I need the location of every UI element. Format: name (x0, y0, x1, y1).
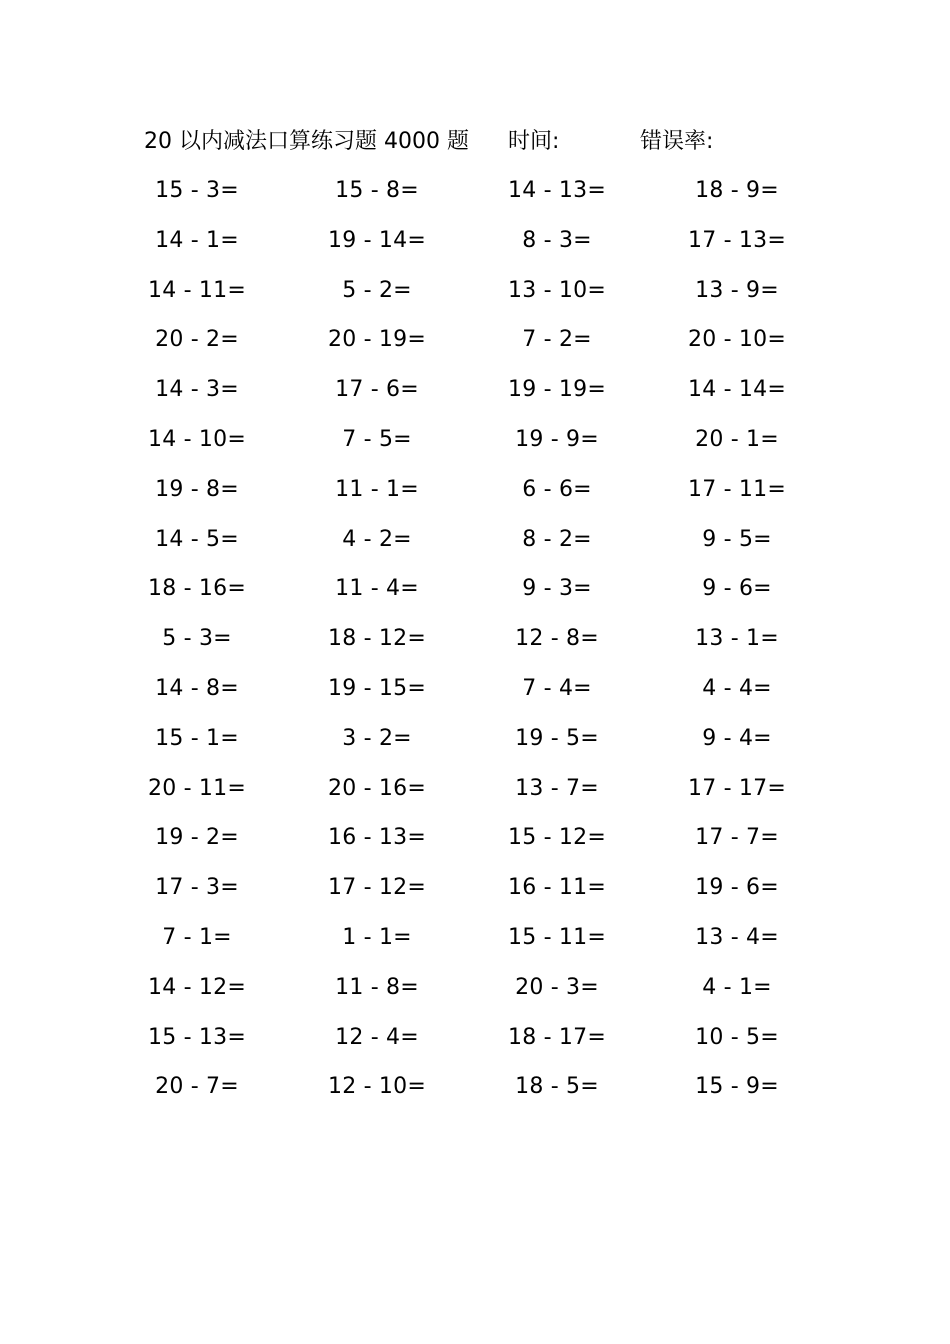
problem-item: 14 - 10= (148, 426, 246, 452)
problem-item: 16 - 13= (328, 825, 426, 851)
problem-item: 9 - 3= (522, 576, 592, 602)
problem-item: 10 - 5= (695, 1024, 779, 1050)
problem-item: 14 - 13= (508, 178, 606, 203)
problem-row (130, 917, 850, 967)
problem-item: 19 - 5= (515, 725, 599, 751)
problem-item: 14 - 8= (155, 675, 239, 701)
problem-row (130, 319, 850, 369)
problem-item: 11 - 1= (335, 476, 419, 502)
problem-item: 13 - 9= (695, 277, 779, 303)
problem-item: 20 - 7= (155, 1074, 239, 1100)
problem-item: 15 - 8= (335, 178, 419, 203)
error-rate-label: 错误率: (640, 129, 714, 154)
problem-item: 18 - 12= (328, 626, 426, 652)
problem-item: 20 - 3= (515, 974, 599, 1000)
problem-item: 15 - 11= (508, 924, 606, 950)
problem-item: 14 - 12= (148, 974, 246, 1000)
problem-item: 13 - 7= (515, 775, 599, 801)
problem-row (130, 519, 850, 569)
problem-row (130, 170, 850, 220)
worksheet-title: 20 以内减法口算练习题 4000 题 (144, 129, 469, 154)
problem-item: 19 - 8= (155, 476, 239, 502)
problem-item: 7 - 1= (162, 924, 232, 950)
problem-item: 17 - 6= (335, 377, 419, 403)
problem-item: 11 - 4= (335, 576, 419, 602)
problem-item: 14 - 1= (155, 227, 239, 253)
problem-item: 15 - 9= (695, 1074, 779, 1100)
problem-item: 12 - 8= (515, 626, 599, 652)
problem-grid (130, 170, 850, 1116)
problem-item: 15 - 1= (155, 725, 239, 751)
problem-item: 17 - 12= (328, 875, 426, 901)
problem-item: 13 - 1= (695, 626, 779, 652)
problem-item: 18 - 9= (695, 178, 779, 203)
problem-item: 5 - 3= (162, 626, 232, 652)
problem-item: 14 - 11= (148, 277, 246, 303)
problem-item: 15 - 3= (155, 178, 239, 203)
problem-item: 17 - 11= (688, 476, 786, 502)
problem-item: 4 - 2= (342, 526, 412, 552)
problem-item: 9 - 4= (702, 725, 772, 751)
problem-item: 19 - 19= (508, 377, 606, 403)
problem-item: 5 - 2= (342, 277, 412, 303)
problem-item: 9 - 6= (702, 576, 772, 602)
problem-item: 20 - 2= (155, 327, 239, 353)
problem-row (130, 618, 850, 668)
problem-item: 12 - 4= (335, 1024, 419, 1050)
problem-item: 6 - 6= (522, 476, 592, 502)
problem-item: 19 - 14= (328, 227, 426, 253)
problem-row (130, 768, 850, 818)
problem-item: 19 - 9= (515, 426, 599, 452)
problem-item: 8 - 3= (522, 227, 592, 253)
problem-row (130, 568, 850, 618)
problem-item: 15 - 13= (148, 1024, 246, 1050)
problem-item: 16 - 11= (508, 875, 606, 901)
problem-item: 19 - 6= (695, 875, 779, 901)
problem-row (130, 1017, 850, 1067)
problem-item: 14 - 5= (155, 526, 239, 552)
problem-row (130, 967, 850, 1017)
problem-item: 19 - 2= (155, 825, 239, 851)
time-label: 时间: (508, 129, 560, 154)
problem-row (130, 718, 850, 768)
problem-item: 1 - 1= (342, 924, 412, 950)
problem-row (130, 668, 850, 718)
problem-item: 20 - 11= (148, 775, 246, 801)
problem-item: 8 - 2= (522, 526, 592, 552)
problem-item: 3 - 2= (342, 725, 412, 751)
problem-item: 14 - 3= (155, 377, 239, 403)
problem-item: 7 - 4= (522, 675, 592, 701)
problem-row (130, 369, 850, 419)
problem-item: 18 - 16= (148, 576, 246, 602)
problem-item: 9 - 5= (702, 526, 772, 552)
problem-item: 17 - 17= (688, 775, 786, 801)
problem-item: 11 - 8= (335, 974, 419, 1000)
problem-item: 7 - 5= (342, 426, 412, 452)
problem-item: 7 - 2= (522, 327, 592, 353)
problem-item: 18 - 5= (515, 1074, 599, 1100)
problem-item: 13 - 10= (508, 277, 606, 303)
header-line (144, 124, 844, 160)
problem-row (130, 419, 850, 469)
problem-item: 17 - 13= (688, 227, 786, 253)
problem-item: 17 - 3= (155, 875, 239, 901)
problem-item: 12 - 10= (328, 1074, 426, 1100)
problem-row (130, 270, 850, 320)
problem-item: 18 - 17= (508, 1024, 606, 1050)
problem-item: 15 - 12= (508, 825, 606, 851)
problem-row (130, 1066, 850, 1116)
problem-item: 20 - 1= (695, 426, 779, 452)
problem-item: 19 - 15= (328, 675, 426, 701)
problem-item: 17 - 7= (695, 825, 779, 851)
problem-row (130, 867, 850, 917)
problem-item: 20 - 16= (328, 775, 426, 801)
problem-row (130, 469, 850, 519)
problem-row (130, 817, 850, 867)
problem-item: 20 - 10= (688, 327, 786, 353)
problem-item: 14 - 14= (688, 377, 786, 403)
problem-item: 20 - 19= (328, 327, 426, 353)
problem-item: 4 - 1= (702, 974, 772, 1000)
problem-row (130, 220, 850, 270)
problem-item: 13 - 4= (695, 924, 779, 950)
problem-item: 4 - 4= (702, 675, 772, 701)
